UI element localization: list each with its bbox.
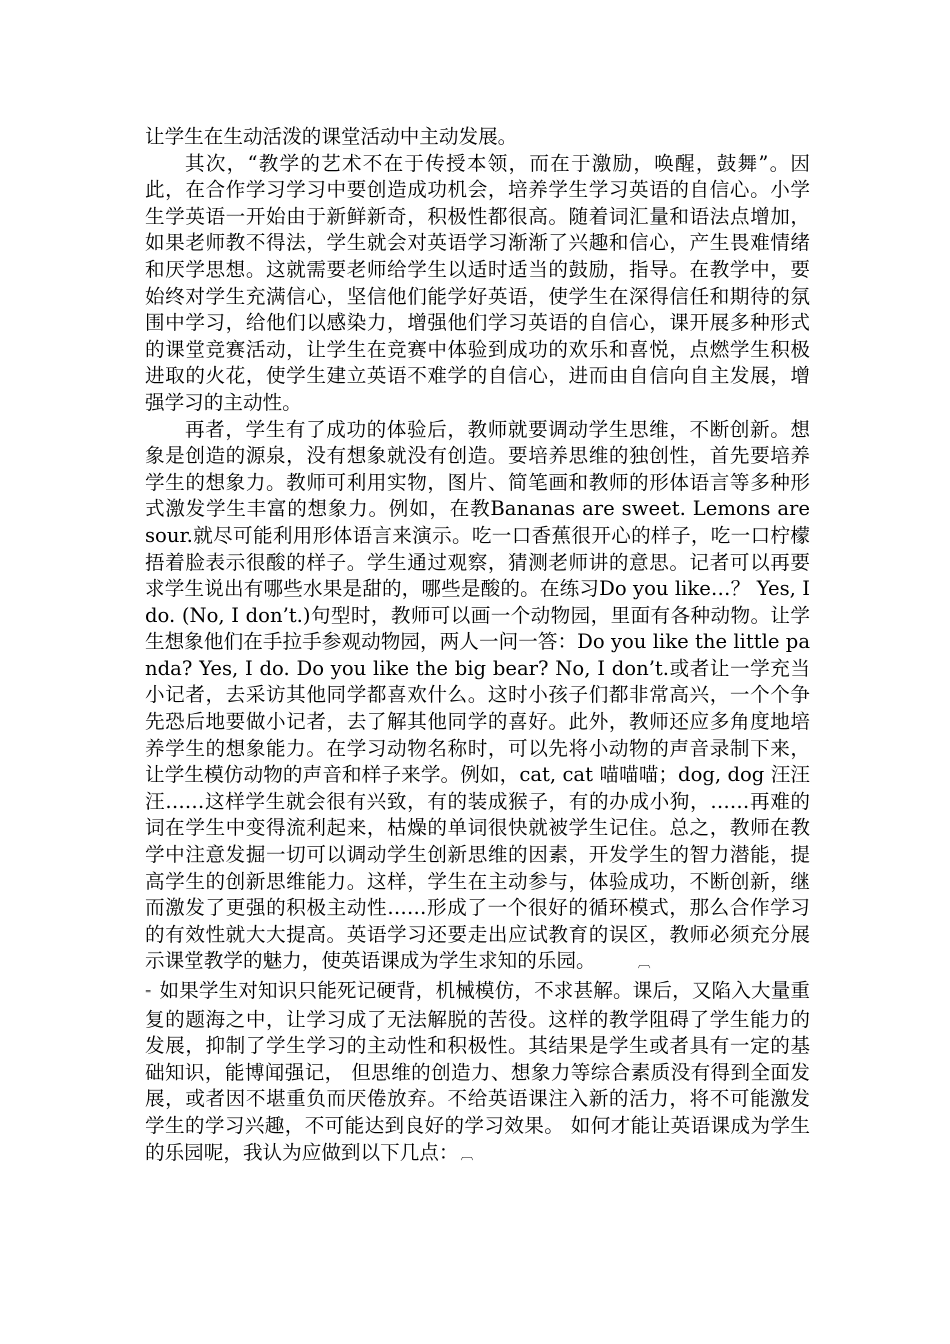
document-page: [145, 124, 810, 1169]
paragraph-1: [145, 124, 810, 151]
paragraph-2-text: 其次，“教学的艺术不在于传授本领，而在于激励，唤醒，鼓舞”。因此，在合作学习学习中要创造成功机会，培养学生学习英语的自信心。小学生学英语一开始由于新鲜新奇，积极性都很高。随着词汇量和语法点增加，如果老师教不得法，学生就会对英语学习渐渐了兴趣和信心，产生畏难情绪和厌学思想。这就需要老师给学生以适时适当的鼓励，指导。在教学中，要始终对学生充满信心，坚信他们能学好英语，使学生在深得信任和期待的氛围中学习，给他们以感染力，增强他们学习英语的自信心，课开展多种形式的课堂竞赛活动，让学生在竞赛中体验到成功的欢乐和喜悦，点燃学生积极进取的火花，使学生建立英语不难学的自信心，进而由自信向自主发展，增强学习的主动性。: [145, 151, 810, 414]
paragraph-3: [145, 417, 810, 978]
paragraph-4-lead-mark: ⁼: [145, 986, 152, 1000]
paragraph-2: [145, 151, 810, 417]
paragraph-4-text: 如果学生对知识只能死记硬背，机械模仿，不求甚解。课后，又陷入大量重复的题海之中，让学习成了无法解脱的苦役。这样的教学阻碍了学生能力的发展，抑制了学生学习的主动性和积极性。其结果是学生或者具有一定的基础知识，能博闻强记， 但思维的创造力、想象力等综合素质没有得到全面发展，或者因不堪重负而厌倦放弃。不给英语课注入新的活力，将不可能激发学生的学习兴趣，不可能达到良好的学习效果。 如何才能让英语课成为学生的乐园呢，我认为应做到以下几点：: [145, 979, 810, 1164]
paragraph-1-text: 让学生在生动活泼的课堂活动中主动发展。: [145, 125, 518, 148]
paragraph-4-end-mark: ︹: [460, 1147, 474, 1163]
paragraph-4: [145, 978, 810, 1169]
paragraph-3-text: 再者，学生有了成功的体验后，教师就要调动学生思维，不断创新。想象是创造的源泉，没有想象就没有创造。要培养思维的独创性，首先要培养学生的想象力。教师可利用实物，图片、简笔画和教师的形体语言等多种形式激发学生丰富的想象力。例如，在教Bananas are sweet. Lemons are sour.就尽可能利用形体语言来演示。吃一口香蕉很开心的样子，吃一口柠檬捂着脸表示很酸的样子。学生通过观察，猜测老师讲的意思。记者可以再要求学生说出有哪些水果是甜的，哪些是酸的。在练习Do you like…？ Yes, I do. (No, I don’t.)句型时，教师可以画一个动物园，里面有各种动物。让学生想象他们在手拉手参观动物园，两人一问一答：Do you like the little panda? Yes, I do. Do you like the big bear? No, I don’t.或者让一学充当小记者，去采访其他同学都喜欢什么。这时小孩子们都非常高兴，一个个争先恐后地要做小记者，去了解其他同学的喜好。此外，教师还应多角度地培养学生的想象能力。在学习动物名称时，可以先将小动物的声音录制下来，让学生模仿动物的声音和样子来学。例如，cat, cat 喵喵喵；dog, dog 汪汪汪……这样学生就会很有兴致，有的装成猴子，有的办成小狗，……再难的词在学生中变得流利起来，枯燥的单词很快就被学生记住。总之，教师在教学中注意发掘一切可以调动学生创新思维的因素，开发学生的智力潜能，提高学生的创新思维能力。这样，学生在主动参与，体验成功，不断创新，继而激发了更强的积极主动性……形成了一个很好的循环模式，那么合作学习的有效性就大大提高。英语学习还要走出应试教育的误区，教师必须充分展示课堂教学的魅力，使英语课成为学生求知的乐园。: [145, 417, 810, 973]
paragraph-3-end-mark: ︹: [637, 956, 651, 972]
